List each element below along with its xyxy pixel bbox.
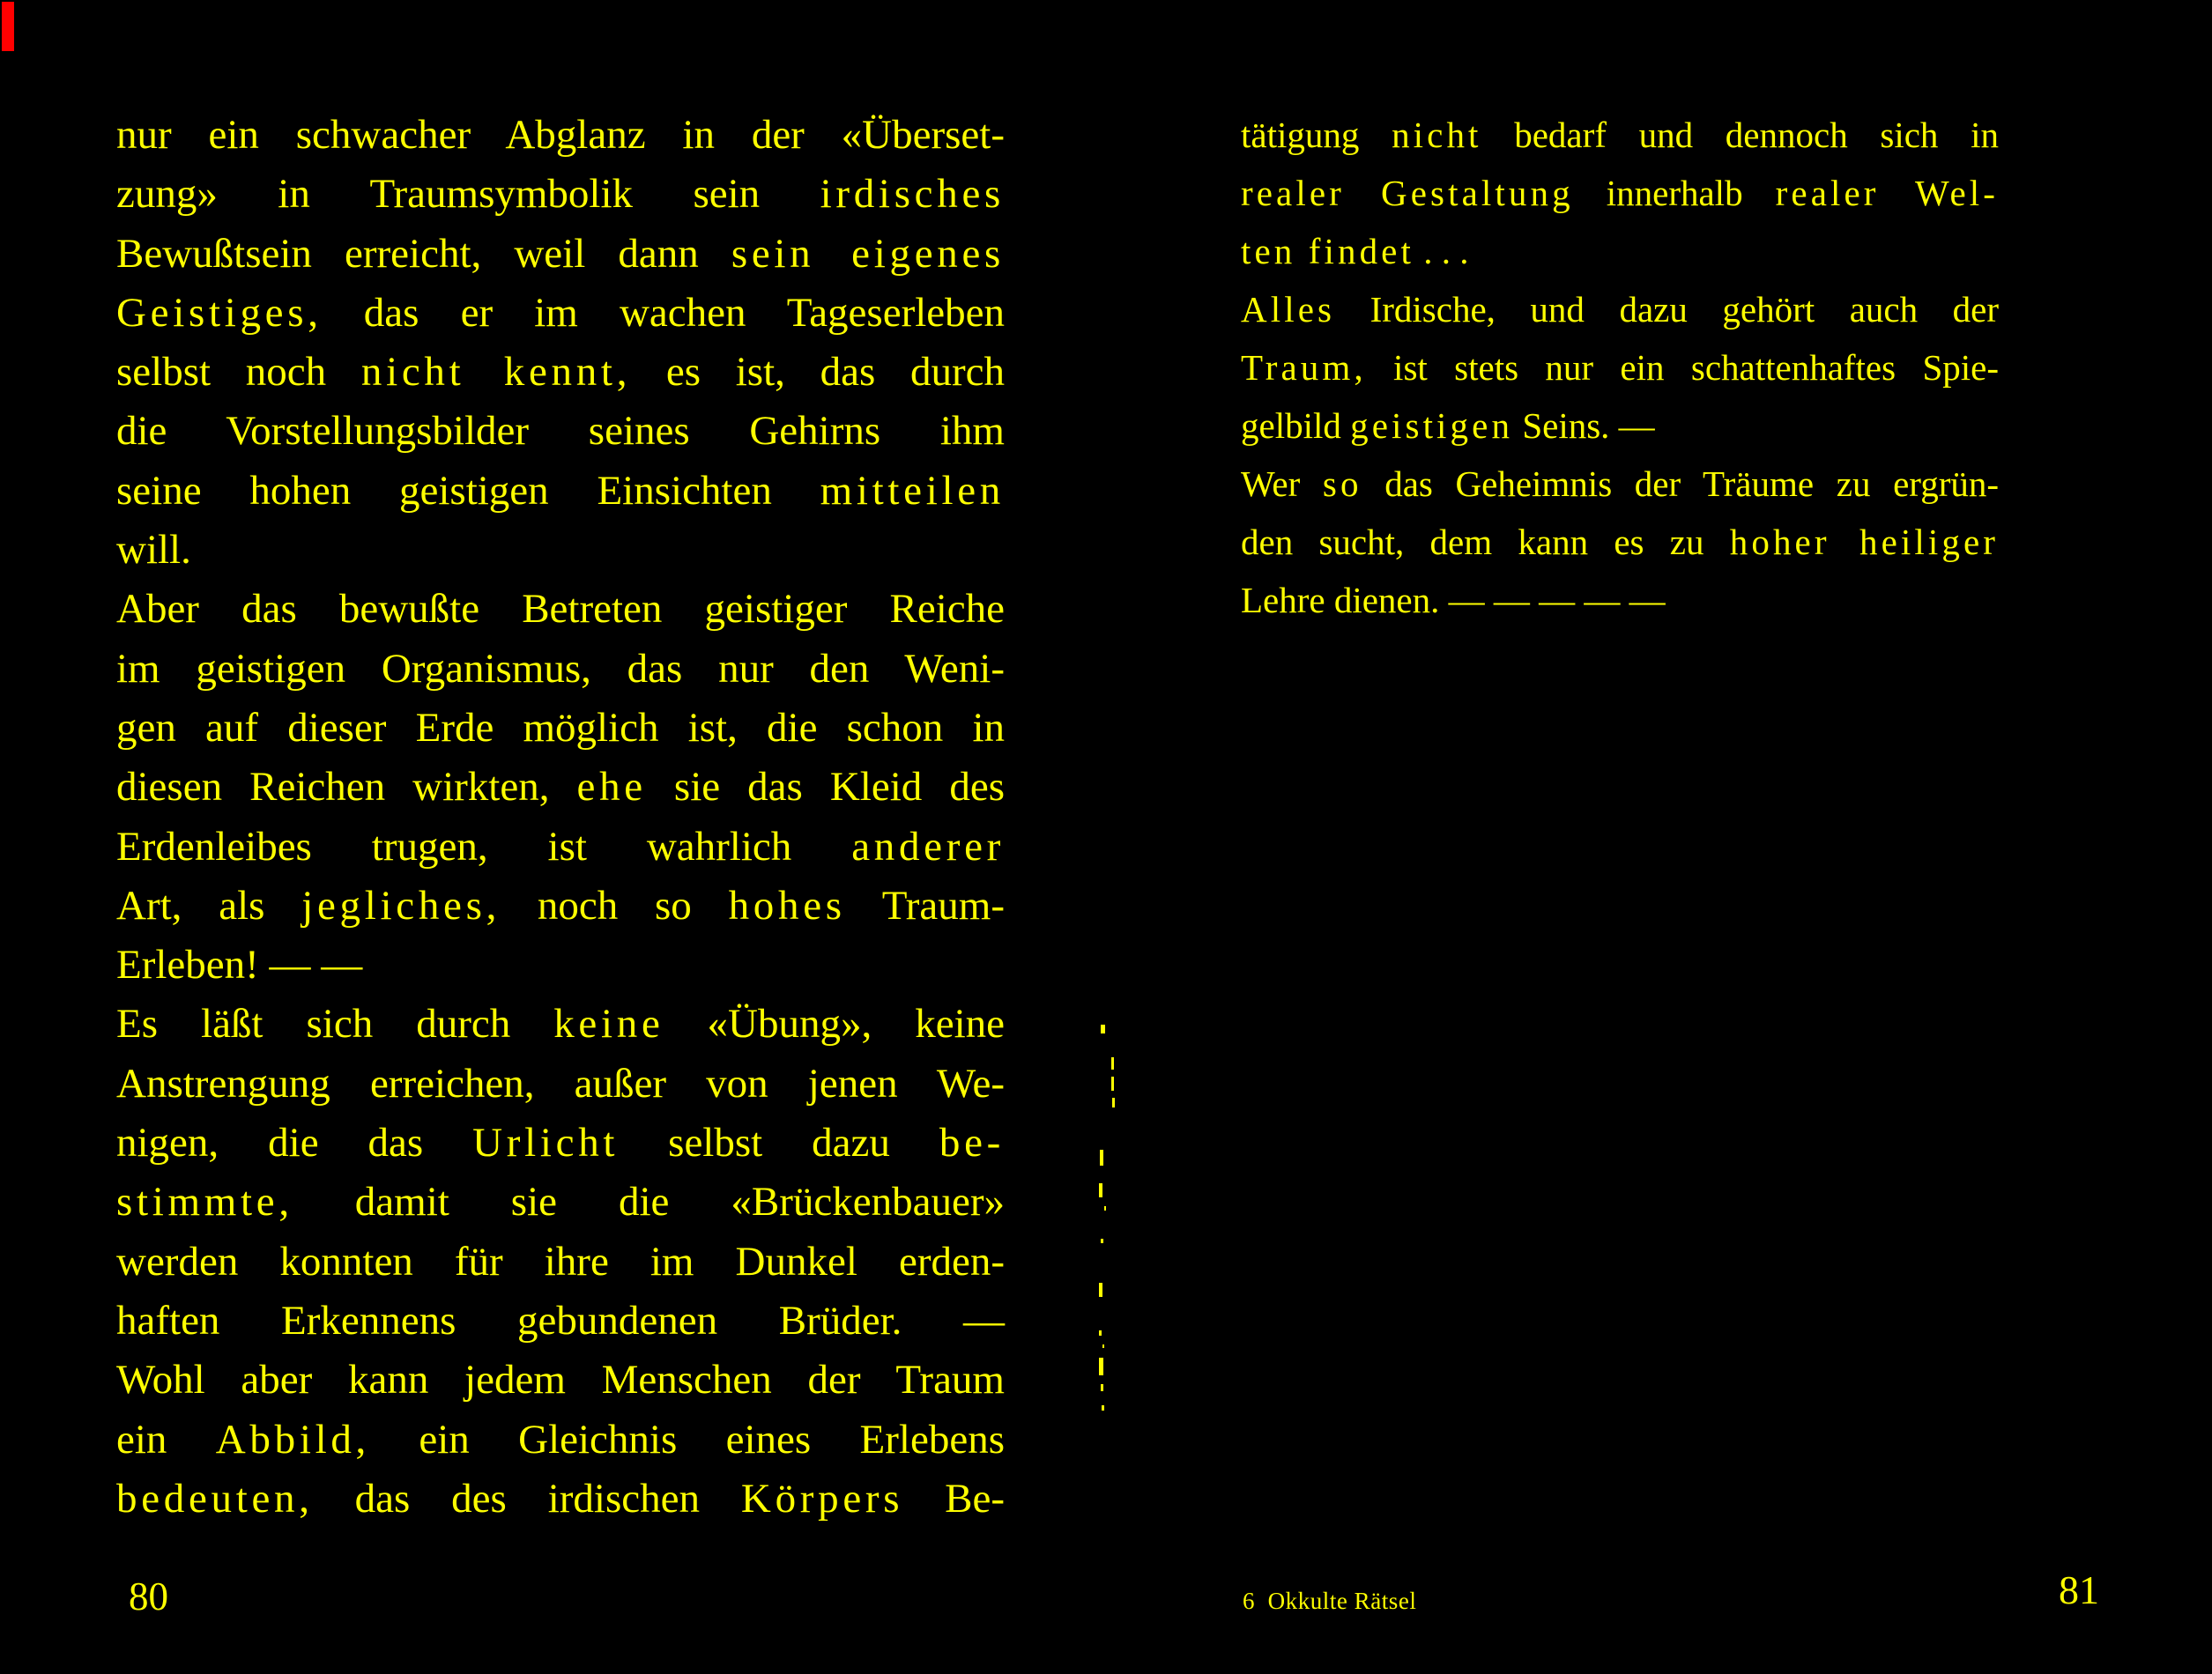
text-line: Geistiges, das er im wachen Tageserleben bbox=[116, 289, 1005, 336]
gutter-speck-artifact bbox=[1111, 1057, 1114, 1070]
emphasized-word: nicht kennt, bbox=[360, 349, 632, 396]
text-line: Erdenleibes trugen, ist wahrlich anderer bbox=[116, 823, 1005, 870]
gutter-speck-artifact bbox=[1101, 1239, 1103, 1243]
gutter-speck-artifact bbox=[1102, 1405, 1104, 1411]
gutter-speck-artifact bbox=[1099, 1358, 1103, 1375]
red-edge-scan-artifact bbox=[2, 2, 14, 51]
right-page-text-column bbox=[1241, 106, 1999, 629]
gutter-speck-artifact bbox=[1102, 1344, 1104, 1348]
emphasized-word: hoher heiliger bbox=[1729, 522, 1999, 562]
emphasized-word: bedeuten, bbox=[116, 1475, 314, 1522]
emphasized-word: realer Wel- bbox=[1775, 173, 2000, 213]
text-line: nigen, die das Urlicht selbst dazu be- bbox=[116, 1120, 1005, 1167]
text-line: gen auf dieser Erde möglich ist, die schon in bbox=[116, 704, 1005, 751]
emphasized-word: hohes bbox=[728, 882, 846, 929]
emphasized-word: sein eigenes bbox=[731, 230, 1005, 277]
emphasized-word: nicht bbox=[1392, 115, 1482, 155]
gutter-speck-artifact bbox=[1101, 1025, 1105, 1033]
page-number-left: 80 bbox=[129, 1574, 168, 1618]
emphasized-word: Körpers bbox=[740, 1475, 904, 1522]
emphasized-word: realer Gestaltung bbox=[1241, 173, 1574, 213]
gutter-speck-artifact bbox=[1111, 1077, 1114, 1091]
emphasized-word: stimmte, bbox=[116, 1179, 293, 1226]
text-line: Wer so das Geheimnis der Träume zu ergrün- bbox=[1241, 463, 2000, 504]
gutter-speck-artifact bbox=[1099, 1283, 1102, 1297]
text-line: stimmte, damit sie die «Brückenbauer» bbox=[116, 1179, 1005, 1226]
text-line: gelbild geistigen Seins. — bbox=[1241, 405, 1655, 446]
text-line: zung» in Traumsymbolik sein irdisches bbox=[116, 171, 1005, 218]
gutter-speck-artifact bbox=[1101, 1384, 1103, 1391]
text-line: haften Erkennens gebundenen Brüder. — bbox=[116, 1297, 1005, 1344]
text-line: Lehre dienen. — — — — — bbox=[1241, 580, 1666, 620]
emphasized-word: be- bbox=[939, 1120, 1005, 1167]
gutter-speck-artifact bbox=[1104, 1206, 1106, 1211]
emphasized-word: anderer bbox=[851, 823, 1005, 870]
gutter-speck-artifact bbox=[1112, 1098, 1115, 1107]
text-line: werden konnten für ihre im Dunkel erden- bbox=[116, 1238, 1005, 1285]
text-line: Art, als jegliches, noch so hohes Traum- bbox=[116, 882, 1005, 929]
text-line: im geistigen Organismus, das nur den Weni- bbox=[116, 645, 1005, 692]
printer-signature-mark: 6 Okkulte Rätsel bbox=[1243, 1588, 1417, 1614]
emphasized-word: jegliches, bbox=[301, 882, 501, 929]
gutter-speck-artifact bbox=[1099, 1183, 1102, 1197]
text-line: seine hohen geistigen Einsichten mitteilen bbox=[116, 467, 1005, 514]
emphasized-word: ehe bbox=[576, 764, 647, 811]
text-line: diesen Reichen wirkten, ehe sie das Kleid des bbox=[116, 764, 1005, 811]
text-line: ten findet . . . bbox=[1241, 231, 1469, 271]
emphasized-word: geistigen bbox=[1350, 405, 1514, 446]
emphasized-word: Alles bbox=[1241, 289, 1336, 330]
emphasized-word: so bbox=[1322, 463, 1362, 504]
text-line: Anstrengung erreichen, außer von jenen We- bbox=[116, 1060, 1005, 1107]
gutter-speck-artifact bbox=[1099, 1330, 1102, 1336]
text-line: den sucht, dem kann es zu hoher heiliger bbox=[1241, 522, 1999, 562]
emphasized-word: ten findet bbox=[1241, 231, 1414, 271]
emphasized-word: Traum, bbox=[1241, 347, 1367, 388]
text-line: Alles Irdische, und dazu gehört auch der bbox=[1241, 289, 1999, 330]
gutter-speck-artifact bbox=[1100, 1150, 1103, 1166]
emphasized-word: Abbild, bbox=[215, 1416, 370, 1463]
text-line: ein Abbild, ein Gleichnis eines Erlebens bbox=[116, 1416, 1005, 1463]
text-line: Wohl aber kann jedem Menschen der Traum bbox=[116, 1357, 1005, 1404]
text-line: Bewußtsein erreicht, weil dann sein eigenes bbox=[116, 230, 1005, 277]
text-line: tätigung nicht bedarf und dennoch sich in bbox=[1241, 115, 1999, 155]
emphasized-word: Urlicht bbox=[472, 1120, 620, 1167]
text-line: nur ein schwacher Abglanz in der «Überset- bbox=[116, 112, 1005, 158]
text-line: selbst noch nicht kennt, es ist, das durch bbox=[116, 349, 1006, 396]
page-number-right: 81 bbox=[2059, 1567, 2099, 1612]
emphasized-word: keine bbox=[553, 1001, 664, 1048]
text-line: Erleben! — — bbox=[116, 942, 363, 989]
text-line: realer Gestaltung innerhalb realer Wel- bbox=[1241, 173, 2000, 213]
text-line: die Vorstellungsbilder seines Gehirns ihm bbox=[116, 408, 1005, 455]
text-line: bedeuten, das des irdischen Körpers Be- bbox=[116, 1475, 1005, 1522]
left-page-text-column bbox=[116, 106, 1005, 1529]
emphasized-word: mitteilen bbox=[820, 467, 1005, 514]
text-line: will. bbox=[116, 527, 191, 574]
emphasized-word: irdisches bbox=[820, 171, 1005, 218]
text-line: Aber das bewußte Betreten geistiger Reiche bbox=[116, 586, 1005, 633]
text-line: Es läßt sich durch keine «Übung», keine bbox=[116, 1001, 1005, 1048]
emphasized-word: Geistiges, bbox=[116, 289, 323, 336]
text-line: Traum, ist stets nur ein schattenhaftes Spie- bbox=[1241, 347, 1999, 388]
